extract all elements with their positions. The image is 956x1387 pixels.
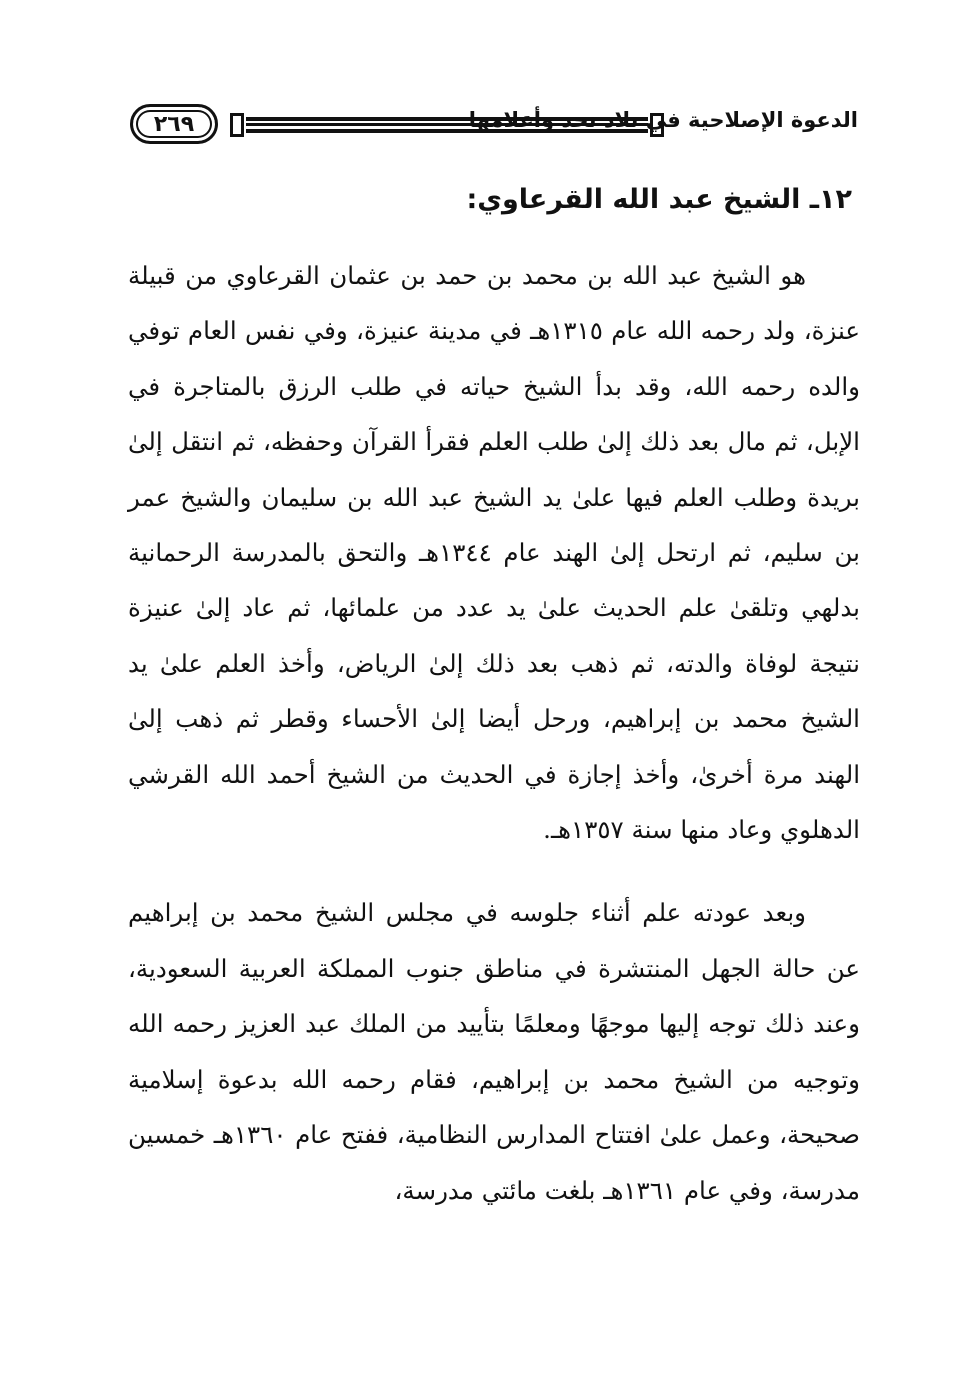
paragraph-2: وبعد عودته علم أثناء جلوسه في مجلس الشيخ محمد بن إبراهيم عن حالة الجهل المنتشرة في مناطق جنوب المملكة العربية السعودية، وعند ذلك توجه إليها موجهًا ومعلمًا بتأييد من الملك عبد العزيز رحمه الله وتوجيه من الشيخ محمد بن إبراهيم، فقام رحمه الله بدعوة إسلامية صحيحة، وعمل علىٰ افتتاح المدارس النظامية، ففتح عام ١٣٦٠هـ خمسين مدرسة، وفي عام ١٣٦١هـ بلغت مائتي مدرسة، — [128, 898, 860, 1205]
page-number: ٢٦٩ — [130, 104, 218, 144]
paragraph-1: هو الشيخ عبد الله بن محمد بن حمد بن عثمان القرعاوي من قبيلة عنزة، ولد رحمه الله عام ١٣١٥هـ في مدينة عنيزة، وفي نفس العام توفي والده رحمه الله، وقد بدأ الشيخ حياته في طلب الرزق بالمتاجرة في الإبل، ثم مال بعد ذلك إلىٰ طلب العلم فقرأ القرآن وحفظه، ثم انتقل إلىٰ بريدة وطلب العلم فيها علىٰ يد الشيخ عبد الله بن سليمان والشيخ عمر بن سليم، ثم ارتحل إلىٰ الهند عام ١٣٤٤هـ والتحق بالمدرسة الرحمانية بدلهي وتلقىٰ علم الحديث علىٰ يد عدد من علمائها، ثم عاد إلىٰ عنيزة نتيجة لوفاة والدته، ثم ذهب بعد ذلك إلىٰ الرياض، وأخذ العلم علىٰ يد الشيخ محمد بن إبراهيم، ورحل أيضا إلىٰ الأحساء وقطر ثم ذهب إلىٰ الهند مرة أخرىٰ، وأخذ إجازة في الحديث من الشيخ أحمد الله القرشي الدهلوي وعاد منها سنة ١٣٥٧هـ. — [128, 261, 860, 845]
running-title: الدعوة الإصلاحية في بلاد نجد وأعلامها — [468, 108, 858, 132]
page-body — [128, 180, 860, 1218]
section-heading: ١٢ـ الشيخ عبد الله القرعاوي: — [466, 184, 852, 215]
page-header — [130, 100, 858, 150]
rule-cap-left — [230, 113, 244, 137]
